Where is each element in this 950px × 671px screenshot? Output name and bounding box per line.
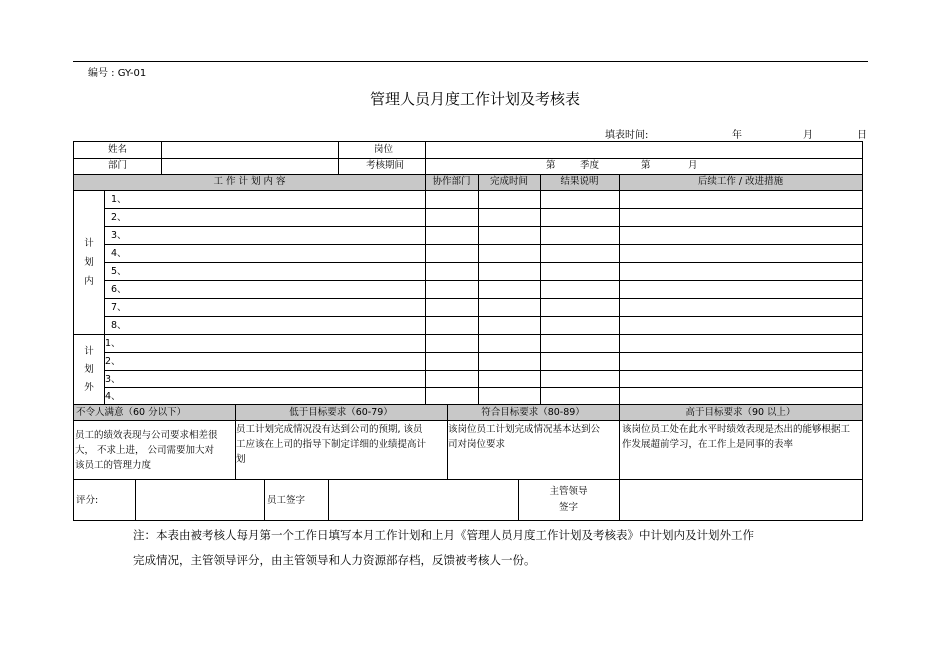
header-rule — [73, 61, 868, 62]
note-line-1: 注：本表由被考核人每月第一个工作日填写本月工作计划和上月《管理人员月度工作计划及考核表》中计划内及计划外工作 — [133, 528, 754, 542]
note-line-2: 完成情况，主管领导评分，由主管领导和人力资源部存档，反馈被考核人一份。 — [133, 553, 536, 567]
plan-in-label-3: 内 — [84, 276, 94, 287]
evaluation-table — [73, 141, 863, 521]
period-di-2: 第 — [641, 160, 651, 171]
plan-out-label-2: 划 — [84, 364, 94, 375]
period-month: 月 — [688, 160, 698, 171]
plan-out-row-3: 3、 — [105, 374, 121, 385]
plan-in-row-5: 5、 — [111, 266, 127, 277]
year-label: 年 — [732, 130, 742, 141]
grade-1-title: 不令人满意（60 分以下） — [76, 407, 187, 418]
day-label: 日 — [857, 130, 867, 141]
plan-out-label-1: 计 — [84, 346, 94, 357]
plan-in-row-7: 7、 — [111, 302, 127, 313]
score-label: 评分: — [76, 495, 99, 506]
col-coop: 协作部门 — [432, 176, 471, 187]
plan-in-row-6: 6、 — [111, 284, 127, 295]
dept-label: 部门 — [108, 160, 128, 171]
manager-sign-label-1: 主管领导 — [549, 486, 588, 497]
plan-in-row-4: 4、 — [111, 248, 127, 259]
plan-in-row-2: 2、 — [111, 212, 127, 223]
period-di-1: 第 — [546, 160, 556, 171]
plan-out-row-1: 1、 — [105, 338, 121, 349]
plan-out-row-4: 4、 — [105, 391, 121, 402]
period-quarter: 季度 — [580, 160, 600, 171]
page-title: 管理人员月度工作计划及考核表 — [369, 90, 580, 108]
fill-time-label: 填表时间: — [605, 130, 649, 141]
plan-in-row-3: 3、 — [111, 230, 127, 241]
name-label: 姓名 — [108, 144, 128, 155]
plan-in-row-1: 1、 — [111, 194, 127, 205]
col-done-time: 完成时间 — [489, 176, 528, 187]
period-label: 考核期间 — [366, 160, 405, 171]
form-code: 编号 : GY-01 — [88, 68, 147, 79]
position-label: 岗位 — [374, 144, 394, 155]
grade-3-title: 符合目标要求（80-89） — [481, 407, 585, 418]
grade-4-desc: 该岗位员工处在此水平时绩效表现是杰出的能够根据工作发展超前学习，在工作上是同事的表率 — [622, 424, 851, 450]
month-label: 月 — [803, 130, 813, 141]
grade-2-desc: 员工计划完成情况没有达到公司的预期, 该员工应该在上司的指导下制定详细的业绩提高计划 — [236, 424, 427, 465]
plan-in-label-2: 划 — [84, 257, 94, 268]
plan-in-label-1: 计 — [84, 238, 94, 249]
plan-out-row-2: 2、 — [105, 356, 121, 367]
plan-in-row-8: 8、 — [111, 320, 127, 331]
col-content: 工 作 计 划 内 容 — [213, 176, 286, 187]
manager-sign-label-2: 签字 — [558, 502, 578, 513]
grade-3-desc: 该岗位员工计划完成情况基本达到公司对岗位要求 — [448, 424, 601, 450]
employee-sign-label: 员工签字 — [267, 495, 306, 506]
grade-1-desc: 员工的绩效表现与公司要求相差很大， 不求上进， 公司需要加大对该员工的管理力度 — [75, 430, 218, 471]
grade-2-title: 低于目标要求（60-79） — [289, 407, 393, 418]
grade-4-title: 高于目标要求（90 以上） — [685, 407, 796, 418]
plan-out-label-3: 外 — [84, 382, 94, 393]
col-result: 结果说明 — [560, 176, 599, 187]
col-followup: 后续工作 / 改进措施 — [697, 176, 784, 187]
